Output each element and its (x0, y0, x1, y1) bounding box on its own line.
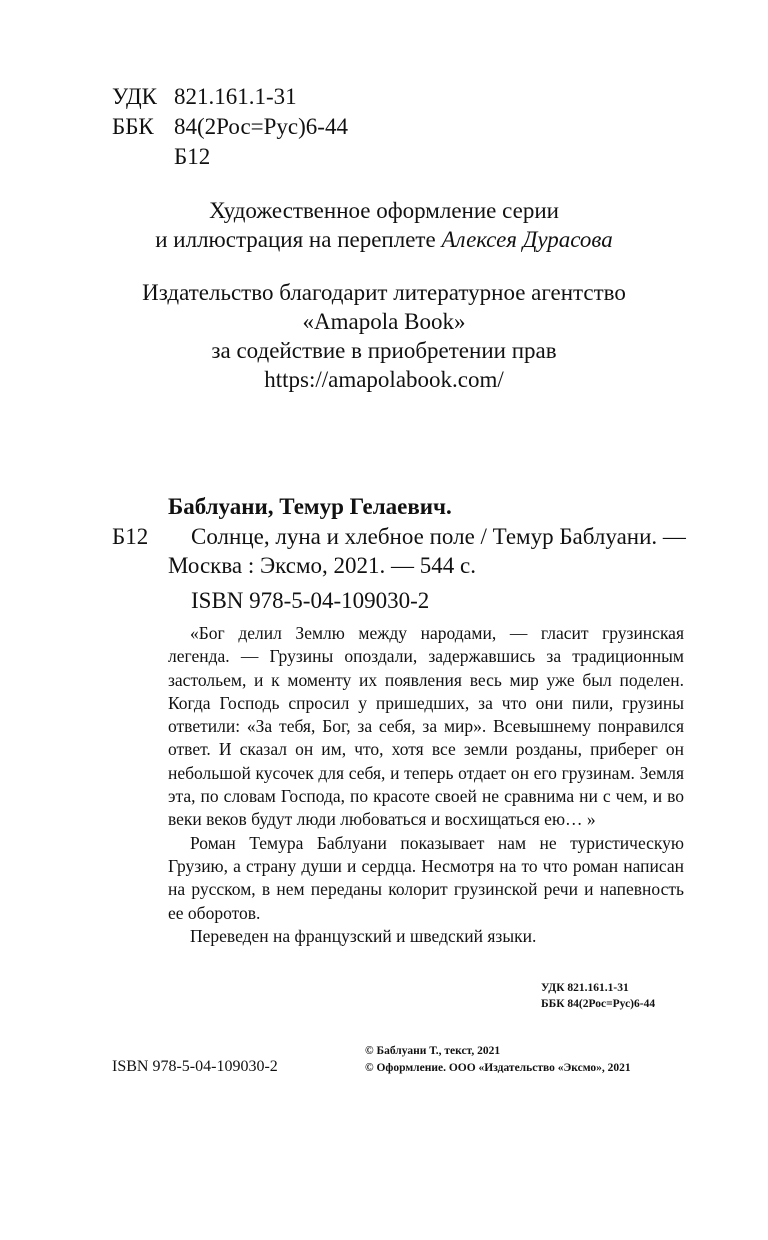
title-line1: Солнце, луна и хлебное поле / Темур Баблуани. — (191, 524, 686, 549)
design-credit-line2 (0, 225, 768, 254)
udk-label: УДК (112, 84, 157, 109)
thanks-line3: за содействие в приобретении прав (211, 338, 557, 363)
bbk-value: 84(2Рос=Рус)6-44 (174, 114, 348, 139)
annotation-paragraph-1: «Бог делил Землю между народами, — гласит грузинская легенда. — Грузины опоздали, задержавшись за традиционным застольем, и к моменту их появления весь мир уже был поделен. Когда Господь спросил у пришедших, за что они пили, грузины ответили: «За тебя, Бог, за себя, за мир». Всевышнему понравился ответ. И сказал он им, что, хотя все земли розданы, приберег он небольшой кусочек для себя, и теперь отдает он его грузинам. Земля эта, по словам Господа, по красоте своей не сравнима ни с чем, и во веки веков будут люди любоваться и восхищаться ею… » (168, 623, 684, 830)
title-line2: Москва : Эксмо, 2021. — 544 с. (168, 553, 476, 578)
agency-url: https://amapolabook.com/ (264, 367, 504, 392)
footer-udk: УДК 821.161.1-31 (541, 982, 629, 994)
thanks-line1: Издательство благодарит литературное агентство (142, 280, 626, 305)
record-isbn: ISBN 978-5-04-109030-2 (191, 588, 430, 613)
copyright-design: © Оформление. ООО «Издательство «Эксмо», 2021 (365, 1062, 631, 1074)
author-heading: Баблуани, Темур Гелаевич. (168, 494, 452, 519)
footer-isbn: ISBN 978-5-04-109030-2 (112, 1058, 278, 1075)
annotation (168, 622, 684, 948)
illustrator-name: Алексея Дурасова (441, 227, 613, 252)
author-mark: Б12 (174, 144, 211, 169)
design-credit-line1: Художественное оформление серии (209, 198, 559, 223)
annotation-paragraph-2: Роман Темура Баблуани показывает нам не туристическую Грузию, а страну души и сердца. Несмотря на то что роман написан на русском, в нем переданы колорит грузинской речи и напевность ее оборотов. (168, 832, 684, 923)
annotation-paragraph-3: Переведен на французский и шведский языки. (190, 925, 537, 946)
footer-bbk: ББК 84(2Рос=Рус)6-44 (541, 998, 656, 1010)
design-credit-prefix: и иллюстрация на переплете (155, 227, 436, 252)
agency-name: «Amapola Book» (302, 309, 466, 334)
udk-value: 821.161.1-31 (174, 84, 297, 109)
record-mark: Б12 (112, 524, 149, 549)
copyright-text: © Баблуани Т., текст, 2021 (365, 1045, 501, 1057)
bbk-label: ББК (112, 114, 154, 139)
